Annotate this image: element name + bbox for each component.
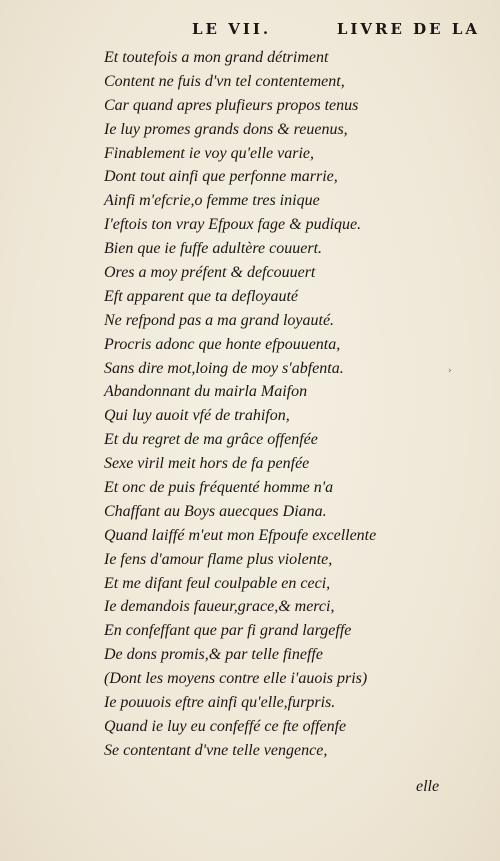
verse-line: (Dont les moyens contre elle i'auois pris)	[104, 670, 368, 688]
verse-line: De dons promis,& par telle fineffe	[104, 646, 323, 664]
verse-line: Car quand apres plufieurs propos tenus	[104, 96, 359, 114]
verse-line: Sexe viril meit hors de fa penfée	[104, 455, 310, 473]
verse-line: I'eftois ton vray Efpoux fage & pudique.	[104, 216, 362, 234]
margin-mark: ›	[448, 366, 452, 376]
verse-line: Ie pouuois eftre ainfi qu'elle,furpris.	[104, 694, 336, 712]
verse-line: Ainfi m'efcrie,o femme tres inique	[104, 192, 320, 210]
running-head-right: LIVRE DE LA	[336, 20, 480, 38]
verse-line: Ie demandois faueur,grace,& merci,	[104, 598, 335, 616]
verse-line: Se contentant d'vne telle vengence,	[104, 741, 328, 759]
verse-line: Bien que ie fuffe adultère couuert.	[104, 240, 323, 258]
verse-line: Quand ie luy eu confeffé ce fte offenfe	[104, 717, 347, 735]
verse-line: Ie fens d'amour flame plus violente,	[104, 550, 333, 568]
verse-line: Qui luy auoit vfé de trahifon,	[104, 407, 290, 425]
verse-line: Eft apparent que ta defloyauté	[104, 287, 299, 305]
verse-line: Ores a moy préfent & defcouuert	[104, 264, 316, 282]
verse-line: Finablement ie voy qu'elle varie,	[104, 144, 315, 162]
verse-line: Abandonnant du mairla Maifon	[104, 383, 308, 401]
verse-line: Procris adonc que honte efpouuenta,	[104, 335, 341, 353]
verse-line: Content ne fuis d'vn tel contentement,	[104, 72, 345, 90]
verse-line: Dont tout ainfi que perfonne marrie,	[104, 168, 338, 186]
verse-line: Sans dire mot,loing de moy s'abfenta.	[104, 359, 344, 377]
verse-line: Et toutefois a mon grand détriment	[104, 49, 329, 66]
running-head	[0, 14, 500, 44]
verse-line: En confeffant que par fi grand largeffe	[104, 622, 352, 640]
verse-line: Et onc de puis fréquenté homme n'a	[104, 479, 334, 497]
verse-line: Et me difant feul coulpable en ceci,	[104, 574, 331, 592]
verse-line: Chaffant au Boys auecques Diana.	[104, 502, 327, 520]
verse-line: Ie luy promes grands dons & reuenus,	[104, 120, 348, 138]
verse-block	[104, 46, 434, 763]
verse-line: Et du regret de ma grâce offenfée	[104, 431, 318, 449]
running-head-left: LE VII.	[192, 20, 272, 38]
verse-line: Quand laiffé m'eut mon Efpoufe excellente	[104, 526, 377, 544]
verse-line: Ne refpond pas a ma grand loyauté.	[104, 311, 335, 329]
catchword: elle	[416, 778, 440, 795]
